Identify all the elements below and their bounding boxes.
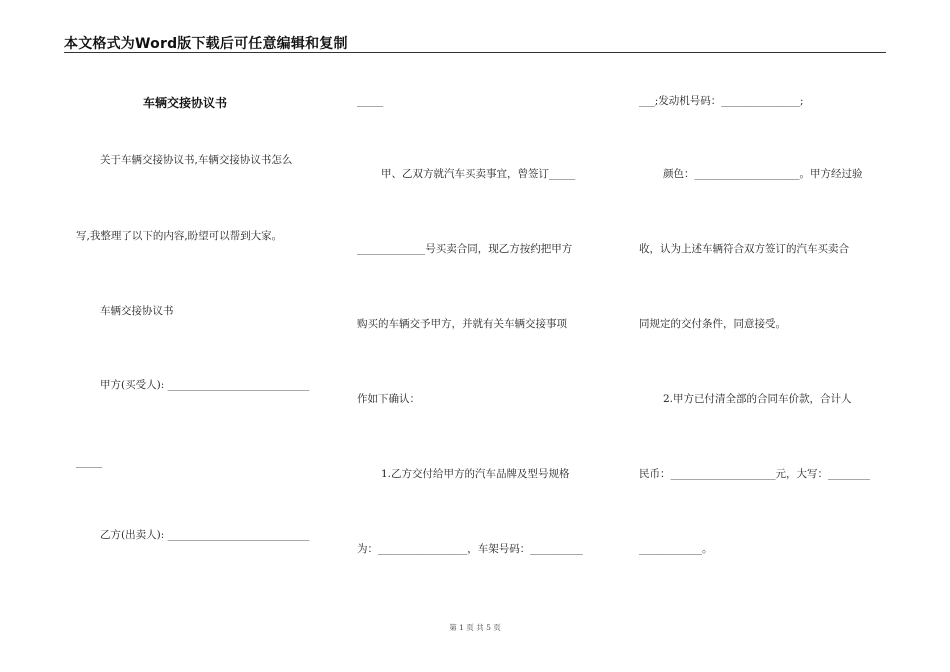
clause-1-line: 1.乙方交付给甲方的汽车品牌及型号规格 — [381, 468, 570, 480]
party-a-field-continuation: _____ — [76, 456, 103, 468]
engine-number-field: ___;发动机号码：_______________; — [639, 95, 804, 107]
paragraph-line: 作如下确认： — [357, 393, 420, 405]
page-number: 第 1 页 共 5 页 — [449, 623, 501, 632]
paragraph-line: 购买的车辆交予甲方，并就有关车辆交接事项 — [357, 318, 567, 330]
color-field: 颜色：____________________。甲方经过验 — [663, 168, 863, 180]
amount-field: 民币：____________________元，大写：________ — [639, 468, 870, 480]
party-a-field: 甲方(买受人): ___________________________ — [100, 379, 310, 391]
document-title: 车辆交接协议书 — [143, 96, 228, 110]
document-header-title: 本文格式为Word版下载后可任意编辑和复制 — [64, 36, 348, 52]
paragraph-line: 写,我整理了以下的内容,盼望可以帮到大家。 — [76, 230, 283, 242]
column-1 — [76, 0, 326, 620]
paragraph-line: 关于车辆交接协议书,车辆交接协议书怎么 — [100, 154, 293, 166]
column-3 — [639, 0, 889, 620]
section-heading: 车辆交接协议书 — [100, 305, 174, 317]
paragraph-line: 甲、乙双方就汽车买卖事宜，曾签订_____ — [381, 168, 576, 180]
paragraph-line: _____________号买卖合同，现乙方按约把甲方 — [357, 243, 573, 255]
paragraph-line: 收，认为上述车辆符合双方签订的汽车买卖合 — [639, 243, 849, 255]
party-b-field: 乙方(出卖人): ___________________________ — [100, 529, 310, 541]
paragraph-line: 同规定的交付条件，同意接受。 — [639, 318, 786, 330]
column-2 — [357, 0, 612, 620]
clause-1-fields: 为：_________________，车架号码：__________ — [357, 543, 583, 555]
blank-line: _____ — [357, 95, 384, 107]
amount-field-continuation: ____________。 — [639, 543, 713, 555]
clause-2-line: 2.甲方已付清全部的合同车价款，合计人 — [663, 393, 852, 405]
